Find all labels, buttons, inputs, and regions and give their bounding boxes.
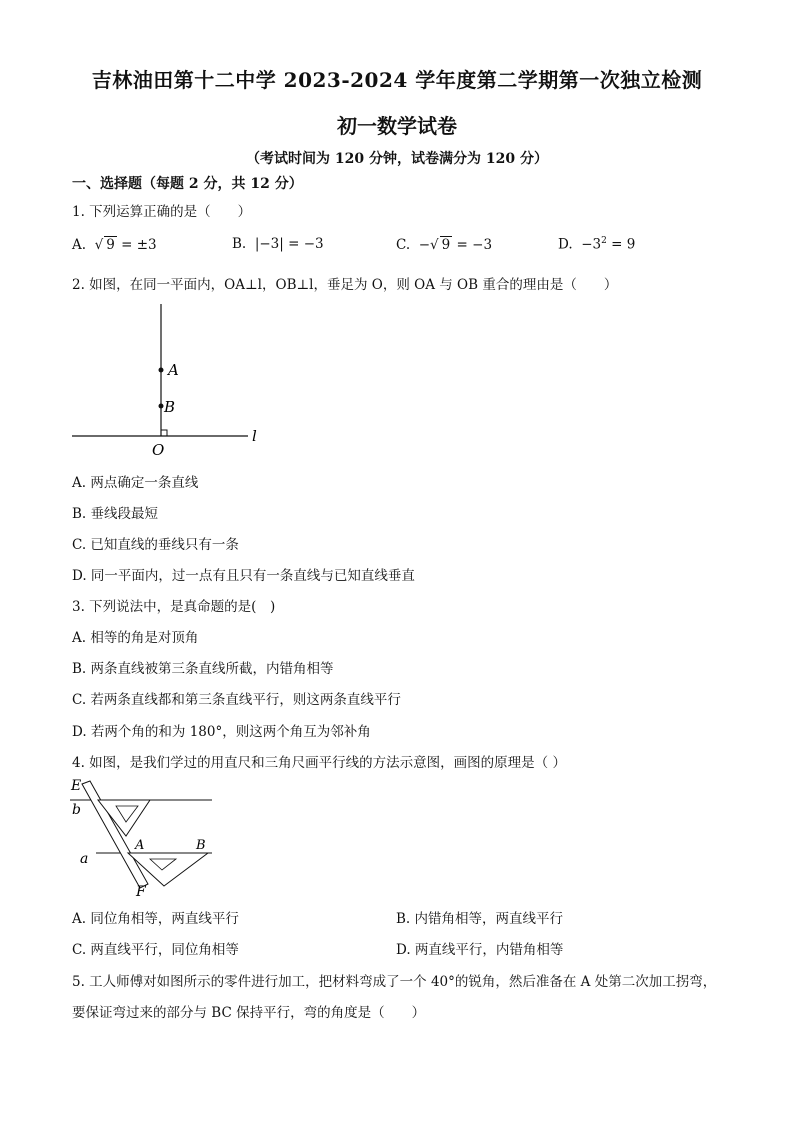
q5-line1: 5. 工人师傅对如图所示的零件进行加工，把材料弯成了一个 40°的锐角，然后准备在 A 处第二次加工拐弯， xyxy=(72,974,717,990)
label-point-b: B xyxy=(196,838,206,853)
q4-option-b: B. 内错角相等，两直线平行 xyxy=(396,911,564,927)
label-e: E xyxy=(71,778,82,794)
q2-stem: 2. 如图，在同一平面内，OA⊥l，OB⊥l，垂足为 O，则 OA 与 OB 重合的理由是（ ） xyxy=(72,277,618,293)
point-b xyxy=(159,404,164,409)
ruler xyxy=(82,781,148,888)
q3-option-c: C. 若两条直线都和第三条直线平行，则这两条直线平行 xyxy=(72,692,401,708)
q4-option-c: C. 两直线平行，同位角相等 xyxy=(72,942,239,958)
q1-stem: 1. 下列运算正确的是（ ） xyxy=(72,204,252,220)
section-heading: 一、选择题（每题 2 分，共 12 分） xyxy=(72,176,303,192)
label-b: b xyxy=(72,802,81,818)
q2-option-b: B. 垂线段最短 xyxy=(72,506,159,522)
label-f: F xyxy=(136,884,146,898)
label-a: A xyxy=(168,361,179,379)
label-o: O xyxy=(152,441,165,459)
label-a: a xyxy=(80,851,89,867)
label-l: l xyxy=(252,427,257,445)
q1-option-b: B. |−3| = −3 xyxy=(232,236,324,252)
q3-option-a: A. 相等的角是对顶角 xyxy=(72,630,199,646)
q5-line2: 要保证弯过来的部分与 BC 保持平行，弯的角度是（ ） xyxy=(72,1005,426,1021)
exam-subtitle: 初一数学试卷 xyxy=(337,114,457,138)
q2-figure xyxy=(68,300,278,460)
q4-figure xyxy=(68,776,218,898)
q3-option-b: B. 两条直线被第三条直线所截，内错角相等 xyxy=(72,661,334,677)
q1-option-d: D. $-3^2 = 9$ xyxy=(558,236,636,253)
q4-option-d: D. 两直线平行，内错角相等 xyxy=(396,942,564,958)
q1-option-a: A. √ 9 = ±3 xyxy=(72,237,157,253)
q4-stem: 4. 如图，是我们学过的用直尺和三角尺画平行线的方法示意图，画图的原理是（ ） xyxy=(72,755,566,771)
q2-option-a: A. 两点确定一条直线 xyxy=(72,475,199,491)
q4-option-a: A. 同位角相等，两直线平行 xyxy=(72,911,239,927)
label-b: B xyxy=(164,398,176,416)
q2-option-c: C. 已知直线的垂线只有一条 xyxy=(72,537,239,553)
exam-note: （考试时间为 120 分钟，试卷满分为 120 分） xyxy=(246,151,548,167)
q2-option-d: D. 同一平面内，过一点有且只有一条直线与已知直线垂直 xyxy=(72,568,415,584)
right-angle-mark xyxy=(161,430,167,436)
q3-stem: 3. 下列说法中，是真命题的是( ) xyxy=(72,599,276,615)
exam-title: 吉林油田第十二中学 2023-2024 学年度第二学期第一次独立检测 xyxy=(91,68,703,92)
label-point-a: A xyxy=(135,838,145,853)
q1-option-c: C. −√ 9 = −3 xyxy=(396,237,493,253)
q3-option-d: D. 若两个角的和为 180°，则这两个角互为邻补角 xyxy=(72,724,371,740)
point-a xyxy=(159,368,164,373)
